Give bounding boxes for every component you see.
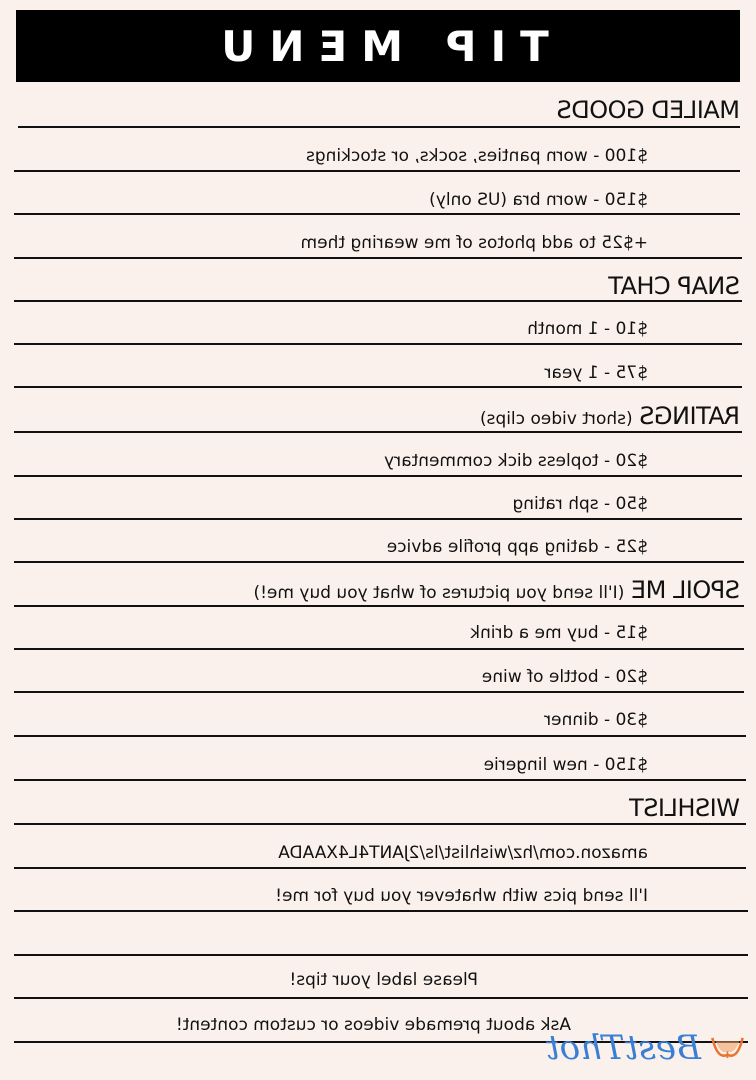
divider (14, 300, 742, 302)
divider (14, 213, 740, 215)
divider (14, 475, 742, 477)
section-heading-label: SPOIL ME (631, 576, 740, 604)
section-heading-mailed-goods: MAILED GOODS (557, 96, 740, 124)
divider (14, 518, 742, 520)
divider (14, 691, 744, 693)
list-item: $25 - dating app profile advice (386, 537, 648, 557)
divider (14, 997, 748, 999)
list-item: $75 - 1 year (544, 363, 648, 383)
divider (14, 954, 748, 956)
divider (14, 257, 742, 259)
section-heading-snap-chat: SNAP CHAT (608, 272, 740, 300)
watermark-logo (546, 1020, 746, 1076)
list-item: I'll send pics with whatever you buy for me! (275, 886, 648, 906)
list-item: $30 - dinner (544, 710, 648, 730)
list-item: $10 - 1 month (527, 319, 648, 339)
divider (14, 867, 746, 869)
section-heading-label: RATINGS (639, 402, 740, 430)
watermark-text: BestThot (546, 1028, 701, 1068)
divider (14, 910, 748, 912)
divider (14, 561, 744, 563)
divider (14, 735, 746, 737)
divider (14, 170, 740, 172)
divider (14, 605, 744, 607)
section-subheading: (short video clips) (479, 409, 633, 429)
list-item: $20 - bottle of wine (481, 667, 648, 687)
divider (14, 779, 746, 781)
list-item: $150 - new lingerie (483, 755, 648, 775)
divider (14, 431, 742, 433)
page-title: TIP MENU (207, 21, 549, 71)
list-item: $20 - topless dick commentary (384, 451, 648, 471)
title-bar (16, 10, 740, 82)
divider (14, 648, 744, 650)
wishlist-link[interactable]: amazon.com/hz/wishlist/ls/2JANT4L4XAADA (278, 843, 648, 863)
divider (14, 823, 746, 825)
list-item: $15 - buy me a drink (470, 623, 648, 643)
divider (14, 343, 742, 345)
list-item: $150 - worn bra (US only) (429, 190, 648, 210)
divider (18, 126, 740, 128)
bra-icon (709, 1026, 746, 1070)
list-item: $100 - worn panties, socks, or stockings (305, 146, 648, 166)
section-subheading: (I'll send you pictures of what you buy me!) (253, 583, 625, 603)
divider (14, 386, 742, 388)
note-label-tips: Please label your tips! (289, 970, 478, 990)
section-heading-wishlist: WISHLIST (629, 794, 740, 822)
list-item: $50 - sph rating (512, 494, 648, 514)
note-custom-content: Ask about premade videos or custom content! (175, 1015, 571, 1035)
list-item: +$25 to add photos of me wearing them (300, 233, 648, 253)
section-heading-spoil-me (253, 576, 740, 604)
section-heading-ratings (480, 402, 740, 430)
